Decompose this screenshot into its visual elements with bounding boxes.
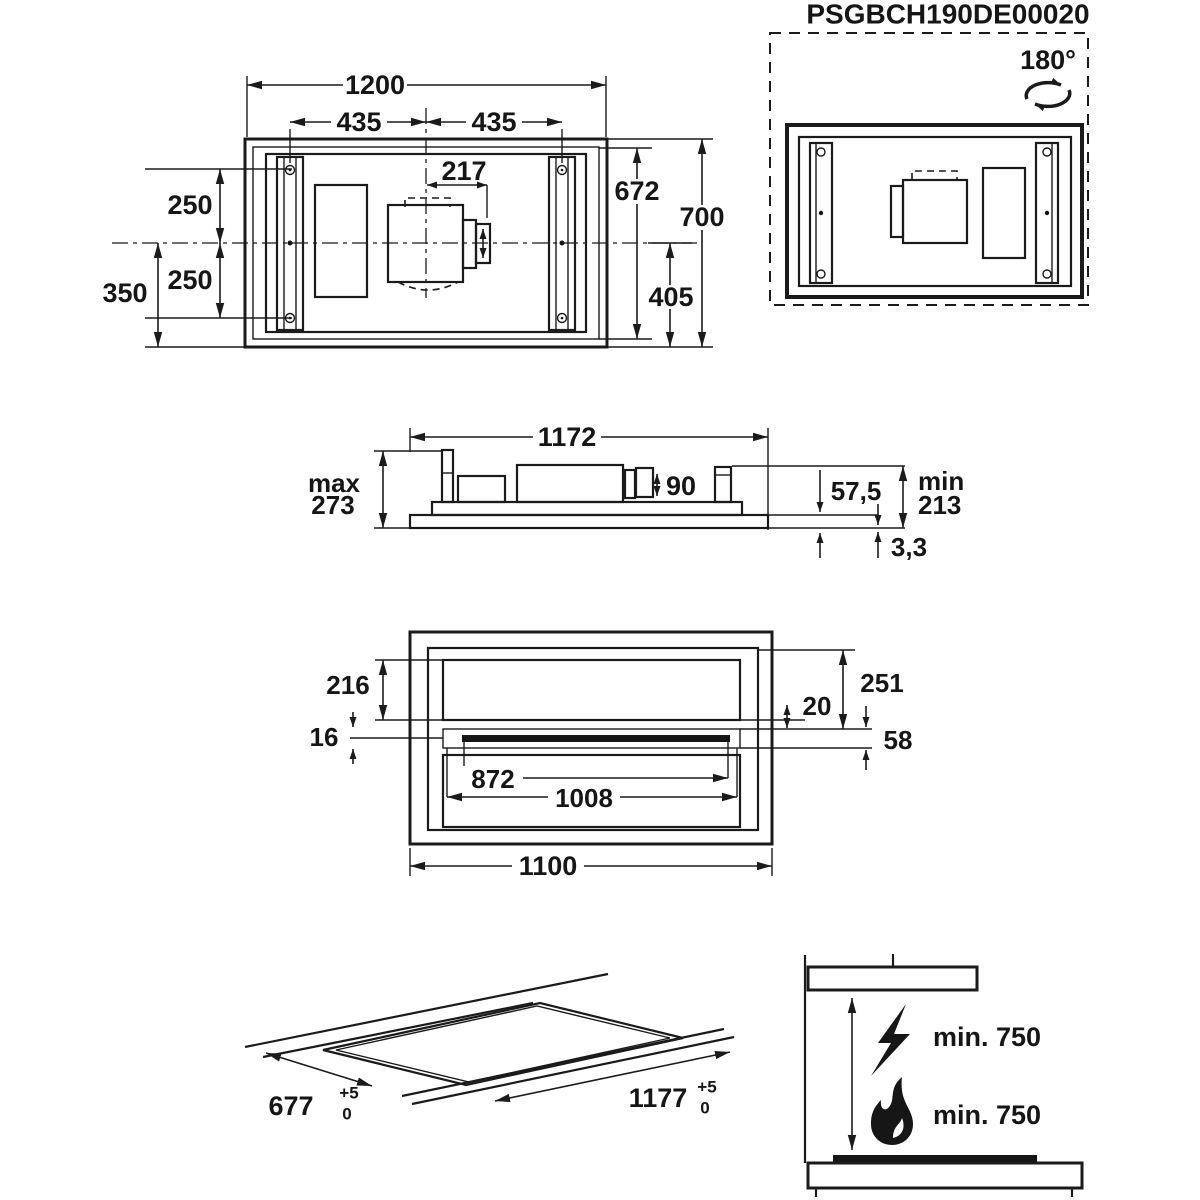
dim-label-216: 216 — [326, 670, 370, 700]
dim-label-90: 90 — [665, 471, 697, 501]
dim-label-58: 58 — [883, 725, 913, 755]
dim-label-1008: 1008 — [555, 783, 613, 813]
dim-label-min: min — [918, 466, 965, 496]
rotated-motor-hidden-edge — [912, 171, 957, 180]
rotated-hood-body — [787, 125, 1082, 297]
dim-cutout-depth — [266, 1053, 372, 1124]
electronics-box — [315, 185, 367, 297]
dim-label-1177-tol-zero: 0 — [700, 1098, 710, 1118]
bottom-view — [310, 632, 913, 881]
duct-stub — [463, 220, 476, 268]
top-view — [102, 70, 728, 347]
dim-right-cluster — [740, 650, 912, 770]
hood-profile — [808, 967, 977, 990]
dim-duct-height — [657, 471, 696, 501]
bottom-suction-slot — [462, 735, 730, 742]
dim-label-20: 20 — [802, 691, 832, 721]
dim-label-217: 217 — [441, 156, 487, 186]
side-view — [308, 422, 964, 562]
side-base-plate — [432, 502, 742, 515]
side-motor-box — [517, 465, 623, 502]
dim-label-435-left: 435 — [336, 107, 382, 137]
dim-label-677-tol-plus: +5 — [339, 1083, 359, 1103]
rotated-duct-stub — [891, 186, 903, 237]
model-code: PSGBCH190DE00020 — [806, 0, 1090, 30]
rotated-motor-box — [903, 180, 967, 243]
dim-label-872: 872 — [471, 764, 515, 794]
clearance-view — [805, 954, 1082, 1197]
side-rod-right — [715, 467, 731, 502]
dim-label-16: 16 — [309, 722, 339, 752]
dim-label-57-5: 57,5 — [830, 476, 882, 506]
dim-label-1172: 1172 — [537, 422, 597, 452]
side-electronics-box — [458, 476, 505, 502]
dim-label-250-top: 250 — [167, 190, 213, 220]
counter-profile — [808, 1163, 1082, 1188]
dim-label-672: 672 — [614, 176, 660, 206]
rotated-rail-left — [810, 143, 832, 283]
dim-total-width — [247, 70, 606, 137]
dim-label-213: 213 — [918, 490, 962, 520]
side-view-body — [410, 450, 768, 528]
flame-icon — [871, 1077, 913, 1145]
dim-label-405: 405 — [648, 282, 694, 312]
lightning-icon — [871, 1004, 910, 1076]
dim-label-1177-tol-plus: +5 — [697, 1077, 717, 1097]
side-duct-flange — [636, 468, 653, 497]
fan-hidden-arc — [398, 282, 458, 290]
dim-label-350: 350 — [102, 278, 148, 308]
dim-label-1100: 1100 — [518, 851, 578, 881]
dim-label-677: 677 — [268, 1091, 314, 1121]
dim-bottom-widths — [410, 742, 772, 881]
side-duct-stub — [625, 470, 635, 498]
side-rod-left — [442, 450, 453, 502]
dim-label-700: 700 — [679, 202, 725, 232]
dim-glass-depth — [326, 660, 443, 720]
dim-label-3-3: 3,3 — [890, 532, 928, 562]
dim-height-max — [308, 451, 443, 528]
cutout-view — [245, 974, 734, 1124]
dim-label-250-bottom: 250 — [167, 265, 213, 295]
rotate-180-icon — [1026, 83, 1070, 107]
rotated-view — [770, 0, 1090, 305]
dim-duct-offset — [427, 156, 487, 218]
clearance-gas-label: min. 750 — [933, 1100, 1042, 1130]
clearance-electric-label: min. 750 — [933, 1022, 1042, 1052]
dim-depths-left — [102, 169, 292, 347]
dim-label-1177: 1177 — [628, 1083, 688, 1113]
rotated-rail-right — [1036, 143, 1058, 283]
cutout-inner-edge — [336, 1006, 670, 1082]
dim-label-435-right: 435 — [471, 107, 517, 137]
top-view-body — [112, 108, 697, 347]
dim-label-1200: 1200 — [344, 70, 406, 100]
dim-depths-right — [599, 139, 728, 347]
dim-label-273: 273 — [311, 490, 355, 520]
side-ceiling-panel — [410, 515, 768, 528]
dim-label-max: max — [307, 468, 361, 498]
dim-label-251: 251 — [860, 668, 904, 698]
rotation-angle-label: 180° — [1020, 45, 1076, 75]
rotated-electronics-box — [983, 168, 1025, 258]
bottom-glass-panel — [443, 660, 740, 720]
dim-label-677-tol-zero: 0 — [342, 1104, 352, 1124]
